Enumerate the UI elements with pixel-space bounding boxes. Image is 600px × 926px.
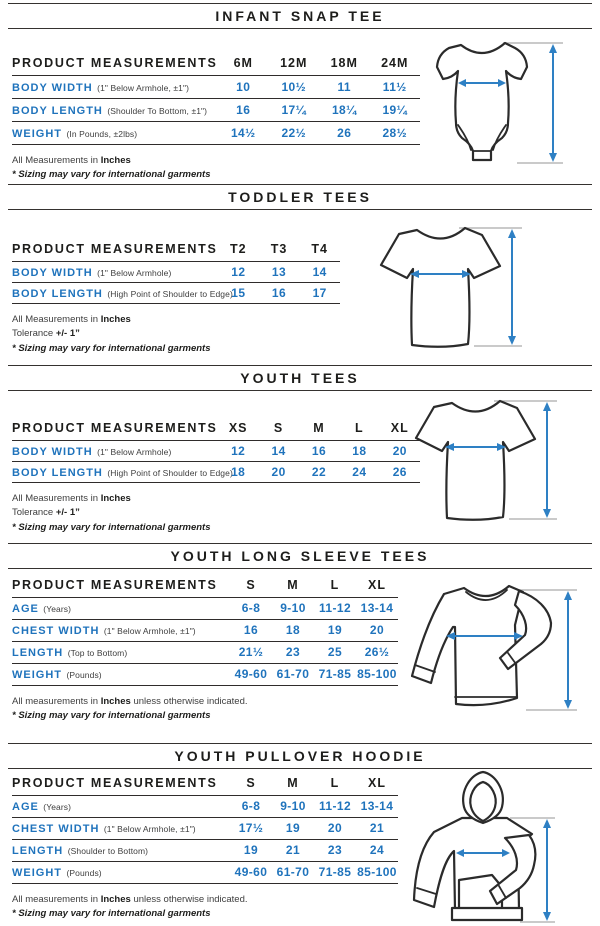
- notes: [12, 695, 425, 724]
- measurement-row-sublabel: (Years): [43, 604, 72, 614]
- note-segment: * Sizing may vary for international garments: [12, 710, 211, 721]
- note-segment: * Sizing may vary for international garments: [12, 908, 211, 919]
- measurement-value: 85-100: [356, 861, 398, 883]
- section-title: YOUTH PULLOVER HOODIE: [174, 748, 426, 764]
- measurement-row-label-cell: [12, 121, 218, 144]
- measurement-value: 21½: [230, 641, 272, 663]
- measurement-value: 16: [259, 282, 300, 303]
- table-row: [12, 795, 398, 817]
- measurement-value: 17¼: [269, 98, 320, 121]
- measurement-row-label: LENGTH: [12, 647, 64, 659]
- measurement-value: 21: [272, 839, 314, 861]
- notes: [12, 893, 425, 922]
- measurement-row-label: BODY LENGTH: [12, 287, 103, 300]
- product-measurements-header: PRODUCT MEASUREMENTS: [12, 49, 218, 75]
- measurement-row-label: BODY LENGTH: [12, 104, 103, 117]
- section-youth-long-sleeve-tees: [0, 543, 600, 743]
- size-column-header: XL: [356, 769, 398, 795]
- measurement-value: 13: [259, 261, 300, 282]
- size-column-header: XL: [356, 571, 398, 597]
- table-row: [12, 861, 398, 883]
- size-column-header: S: [230, 769, 272, 795]
- section-title-bar: [8, 184, 592, 210]
- table-row: [12, 261, 340, 282]
- note-segment: All measurements in: [12, 695, 101, 707]
- measurement-row-sublabel: (Pounds): [66, 868, 102, 878]
- measurement-row-sublabel: (1" Below Armhole): [97, 267, 172, 278]
- measurement-value: 20: [258, 461, 298, 482]
- section-title-bar: [8, 543, 592, 569]
- note-segment: Inches: [100, 313, 131, 325]
- notes: [12, 492, 425, 536]
- measurement-row-label-cell: [12, 795, 230, 817]
- product-measurements-header: PRODUCT MEASUREMENTS: [12, 235, 218, 261]
- measurement-value: 21: [356, 817, 398, 839]
- measurement-row-label-cell: [12, 282, 233, 303]
- measurement-value: 20: [356, 619, 398, 641]
- measurement-value: 13-14: [356, 795, 398, 817]
- measurements-table: [12, 235, 340, 304]
- measurement-value: 85-100: [356, 663, 398, 685]
- measurement-value: 6-8: [230, 597, 272, 619]
- table-row: [12, 282, 340, 303]
- length-arrow: [564, 591, 572, 709]
- measurement-value: 14: [258, 440, 298, 461]
- measurement-row-label-cell: [12, 261, 218, 282]
- note-line: [12, 327, 425, 342]
- hem-band: [452, 908, 522, 920]
- measurement-value: 22: [299, 461, 339, 482]
- note-line: [12, 521, 425, 536]
- section-youth-tees: [0, 365, 600, 543]
- measurement-value: 23: [272, 641, 314, 663]
- section-title-bar: [8, 3, 592, 29]
- note-line: [12, 154, 425, 169]
- measurement-row-label-cell: [12, 619, 230, 641]
- measurement-row-label: LENGTH: [12, 845, 64, 857]
- table-header-row: [12, 769, 398, 795]
- table-row: [12, 461, 420, 482]
- measurements-table: [12, 49, 420, 145]
- measurement-value: 14½: [218, 121, 269, 144]
- size-column-header: XL: [380, 414, 420, 440]
- measurement-value: 12: [218, 440, 258, 461]
- measurement-row-label-cell: [12, 597, 230, 619]
- table-row: [12, 817, 398, 839]
- garment-outline: [437, 43, 527, 160]
- note-line: [12, 313, 425, 328]
- measurement-row-label: BODY WIDTH: [12, 266, 93, 279]
- table-header-row: [12, 571, 398, 597]
- measurement-value: 19¼: [370, 98, 421, 121]
- measurement-value: 18: [272, 619, 314, 641]
- pullover-hoodie-illustration: [404, 760, 559, 926]
- size-column-header: T2: [218, 235, 259, 261]
- measurement-value: 17: [299, 282, 340, 303]
- measurement-row-label-cell: [12, 817, 230, 839]
- measurement-value: 17½: [230, 817, 272, 839]
- note-segment: * Sizing may vary for international garments: [12, 521, 211, 533]
- size-column-header: XS: [218, 414, 258, 440]
- size-column-header: L: [314, 571, 356, 597]
- measurement-value: 22½: [269, 121, 320, 144]
- section-title-bar: [8, 365, 592, 391]
- measurement-row-sublabel: (High Point of Shoulder to Edge): [107, 467, 233, 478]
- measurement-row-label: WEIGHT: [12, 127, 62, 140]
- measurement-value: 9-10: [272, 795, 314, 817]
- size-column-header: L: [339, 414, 379, 440]
- measurement-row-label: BODY WIDTH: [12, 445, 93, 458]
- note-segment: +/- 1”: [55, 507, 80, 518]
- measurement-row-sublabel: (In Pounds, ±2lbs): [66, 128, 138, 139]
- measurement-row-label: AGE: [12, 801, 39, 813]
- note-line: [12, 506, 425, 521]
- measurement-value: 26: [380, 461, 420, 482]
- measurement-row-sublabel: (Pounds): [66, 670, 102, 680]
- length-arrow: [508, 229, 516, 345]
- measurements-table: [12, 769, 398, 884]
- note-line: [12, 893, 425, 908]
- note-line: [12, 709, 425, 724]
- measurement-value: 20: [314, 817, 356, 839]
- measurement-row-sublabel: (1" Below Armhole, ±1"): [103, 626, 196, 636]
- table-row: [12, 98, 420, 121]
- note-segment: unless otherwise indicated.: [130, 893, 248, 905]
- measurement-value: 19: [272, 817, 314, 839]
- length-arrow: [549, 44, 557, 162]
- tshirt-illustration: [374, 222, 534, 357]
- infant-snap-tee-illustration: [425, 37, 565, 172]
- size-column-header: 6M: [218, 49, 269, 75]
- note-segment: Tolerance: [12, 328, 56, 339]
- length-arrow: [543, 819, 551, 921]
- note-segment: +/- 1”: [55, 328, 80, 339]
- length-arrow: [543, 402, 551, 518]
- measurement-row-sublabel: (High Point of Shoulder to Edge): [107, 288, 233, 299]
- measurement-row-label-cell: [12, 75, 218, 98]
- measurement-value: 20: [380, 440, 420, 461]
- table-row: [12, 619, 398, 641]
- measurement-row-label: BODY WIDTH: [12, 81, 93, 94]
- note-line: [12, 168, 425, 183]
- table-row: [12, 440, 420, 461]
- measurement-value: 11½: [370, 75, 421, 98]
- notes: [12, 313, 425, 357]
- measurement-row-label-cell: [12, 461, 233, 482]
- size-column-header: M: [272, 769, 314, 795]
- note-segment: * Sizing may vary for international garments: [12, 342, 211, 354]
- measurement-row-sublabel: (Shoulder to Bottom): [67, 846, 149, 856]
- measurement-row-label: CHEST WIDTH: [12, 823, 100, 835]
- measurement-row-sublabel: (Top to Bottom): [67, 648, 128, 658]
- measurements-table: [12, 571, 398, 686]
- size-column-header: 12M: [269, 49, 320, 75]
- section-title: YOUTH LONG SLEEVE TEES: [170, 548, 430, 564]
- measurement-row-label-cell: [12, 98, 218, 121]
- size-column-header: S: [230, 571, 272, 597]
- table-row: [12, 641, 398, 663]
- note-segment: All measurements in: [12, 893, 101, 905]
- table-row: [12, 839, 398, 861]
- measurement-value: 18¼: [319, 98, 370, 121]
- measurement-value: 15: [218, 282, 259, 303]
- table-row: [12, 121, 420, 144]
- measurement-row-label: AGE: [12, 603, 39, 615]
- size-column-header: T4: [299, 235, 340, 261]
- measurement-value: 23: [314, 839, 356, 861]
- note-segment: All Measurements in: [12, 154, 101, 166]
- garment-outline: [412, 586, 523, 705]
- note-line: [12, 492, 425, 507]
- measurement-value: 12: [218, 261, 259, 282]
- notes: [12, 154, 425, 183]
- measurement-value: 61-70: [272, 663, 314, 685]
- measurement-row-label-cell: [12, 839, 230, 861]
- measurement-value: 19: [314, 619, 356, 641]
- measurement-row-sublabel: (1" Below Armhole, ±1"): [97, 82, 190, 93]
- measurement-value: 49-60: [230, 861, 272, 883]
- measurement-value: 11-12: [314, 597, 356, 619]
- measurement-value: 16: [299, 440, 339, 461]
- measurement-row-label: WEIGHT: [12, 867, 62, 879]
- table-row: [12, 75, 420, 98]
- measurement-value: 14: [299, 261, 340, 282]
- table-header-row: [12, 49, 420, 75]
- section-title: INFANT SNAP TEE: [215, 8, 385, 24]
- note-segment: Inches: [100, 893, 131, 905]
- measurement-row-label-cell: [12, 663, 230, 685]
- hood-opening: [470, 782, 495, 821]
- size-column-header: 18M: [319, 49, 370, 75]
- measurement-row-label-cell: [12, 440, 218, 461]
- measurement-value: 26½: [356, 641, 398, 663]
- note-segment: All Measurements in: [12, 492, 101, 504]
- measurement-row-label: BODY LENGTH: [12, 466, 103, 479]
- measurement-value: 19: [230, 839, 272, 861]
- note-line: [12, 907, 425, 922]
- note-segment: Inches: [100, 154, 131, 166]
- garment-outline: [381, 228, 500, 347]
- note-segment: * Sizing may vary for international garments: [12, 169, 211, 180]
- size-column-header: S: [258, 414, 298, 440]
- note-segment: Tolerance: [12, 507, 56, 518]
- measurements-table: [12, 414, 420, 483]
- section-toddler-tees: [0, 184, 600, 365]
- product-measurements-header: PRODUCT MEASUREMENTS: [12, 571, 230, 597]
- measurement-value: 16: [230, 619, 272, 641]
- note-line: [12, 342, 425, 357]
- measurement-value: 11: [319, 75, 370, 98]
- section-title: YOUTH TEES: [240, 370, 360, 386]
- note-segment: Inches: [100, 492, 131, 504]
- measurement-row-sublabel: (1" Below Armhole): [97, 446, 172, 457]
- long-sleeve-tee-illustration: [411, 577, 579, 717]
- measurement-value: 13-14: [356, 597, 398, 619]
- size-column-header: M: [272, 571, 314, 597]
- measurement-value: 24: [339, 461, 379, 482]
- measurement-row-label: CHEST WIDTH: [12, 625, 100, 637]
- measurement-value: 26: [319, 121, 370, 144]
- measurement-value: 10: [218, 75, 269, 98]
- size-column-header: T3: [259, 235, 300, 261]
- measurement-row-label-cell: [12, 861, 230, 883]
- size-column-header: L: [314, 769, 356, 795]
- measurement-value: 71-85: [314, 861, 356, 883]
- note-segment: All Measurements in: [12, 313, 101, 325]
- tshirt-illustration: [409, 395, 569, 530]
- measurement-value: 9-10: [272, 597, 314, 619]
- size-column-header: 24M: [370, 49, 421, 75]
- measurement-value: 6-8: [230, 795, 272, 817]
- measurement-row-label: WEIGHT: [12, 669, 62, 681]
- size-column-header: M: [299, 414, 339, 440]
- measurement-row-sublabel: (Shoulder To Bottom, ±1"): [107, 105, 208, 116]
- measurement-value: 49-60: [230, 663, 272, 685]
- table-header-row: [12, 235, 340, 261]
- section-infant-snap-tee: [0, 3, 600, 184]
- measurement-value: 16: [218, 98, 269, 121]
- measurement-row-sublabel: (1" Below Armhole, ±1"): [103, 824, 196, 834]
- measurement-row-label-cell: [12, 641, 230, 663]
- section-title: TODDLER TEES: [228, 189, 372, 205]
- table-row: [12, 663, 398, 685]
- measurement-row-sublabel: (Years): [43, 802, 72, 812]
- note-segment: unless otherwise indicated.: [130, 695, 248, 707]
- product-measurements-header: PRODUCT MEASUREMENTS: [12, 769, 230, 795]
- note-segment: Inches: [100, 695, 131, 707]
- section-youth-pullover-hoodie: [0, 743, 600, 926]
- measurement-value: 11-12: [314, 795, 356, 817]
- note-line: [12, 695, 425, 710]
- measurement-value: 25: [314, 641, 356, 663]
- product-measurements-header: PRODUCT MEASUREMENTS: [12, 414, 218, 440]
- garment-outline: [416, 401, 535, 520]
- measurement-value: 10½: [269, 75, 320, 98]
- measurement-value: 28½: [370, 121, 421, 144]
- measurement-value: 18: [339, 440, 379, 461]
- measurement-value: 24: [356, 839, 398, 861]
- measurement-value: 71-85: [314, 663, 356, 685]
- measurement-value: 61-70: [272, 861, 314, 883]
- table-header-row: [12, 414, 420, 440]
- measurement-value: 18: [218, 461, 258, 482]
- table-row: [12, 597, 398, 619]
